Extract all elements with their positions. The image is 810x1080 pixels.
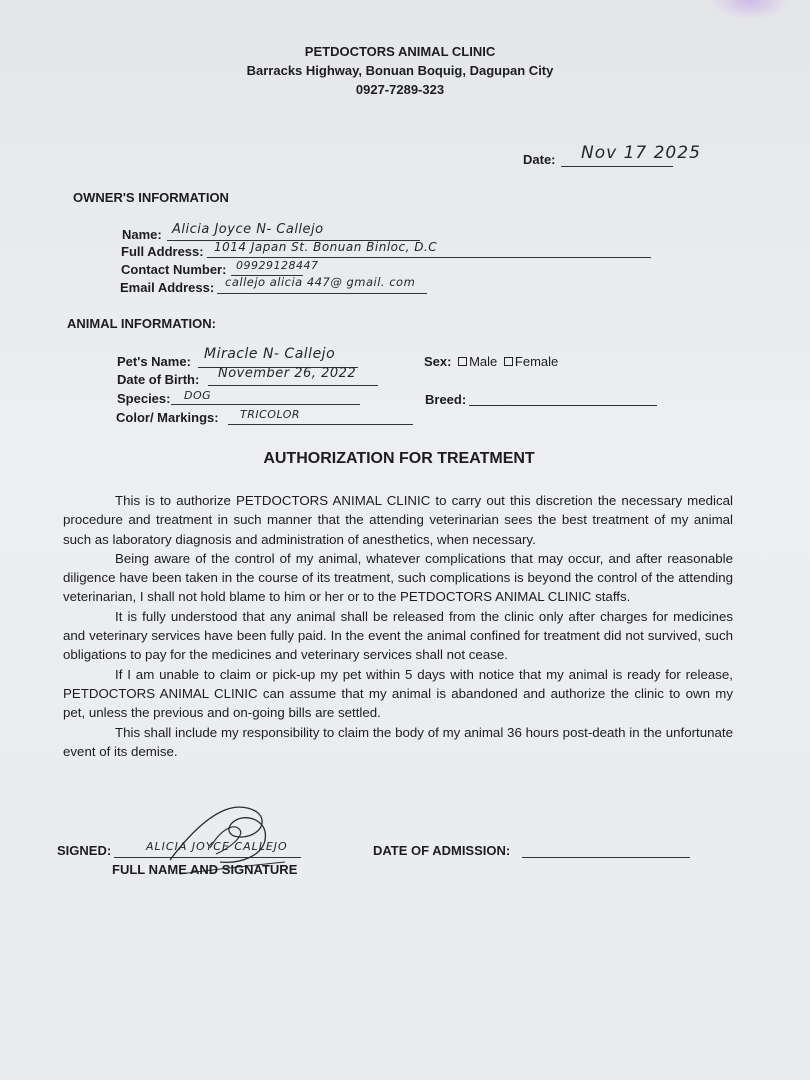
authorization-paragraph: This shall include my responsibility to claim the body of my animal 36 hours post-death in the unfortunate event of its demise. (63, 724, 733, 759)
dob-label: Date of Birth: (117, 372, 200, 387)
admission-label: DATE OF ADMISSION: (373, 843, 511, 858)
authorization-paragraph: It is fully understood that any animal shall be released from the clinic only after charges for medicines and veterinary services have been fully paid. In the event the animal confined for treatment did not survived, such obligations to pay for the medicines and veterinary services shall not cease. (63, 608, 733, 663)
authorization-paragraph: Being aware of the control of my animal, whatever complications that may occur, and after reasonable diligence have been taken in the course of its treatment, such complications is beyond the control of the attending veterinarian, I shall not hold blame to him or her or to the PETDOCTORS ANIMAL CLINIC staffs. (63, 550, 733, 605)
owner-section-title: OWNER'S INFORMATION (73, 190, 229, 205)
authorization-title: AUTHORIZATION FOR TREATMENT (263, 450, 535, 467)
owner-email-line (217, 293, 427, 294)
date-line (561, 166, 673, 167)
breed-line (469, 405, 657, 406)
pet-name-label: Pet's Name: (117, 354, 191, 369)
sex-male-checkbox[interactable] (458, 357, 467, 366)
pet-name-value: Miracle N- Callejo (204, 346, 336, 362)
color-line (228, 424, 413, 425)
owner-address-value: 1014 Japan St. Bonuan Binloc, D.C (214, 240, 438, 254)
signature-caption: FULL NAME AND SIGNATURE (112, 862, 298, 877)
owner-address-label: Full Address: (121, 244, 204, 259)
species-line (171, 404, 360, 405)
clinic-name: PETDOCTORS ANIMAL CLINIC (304, 44, 496, 59)
color-label: Color/ Markings: (116, 410, 219, 425)
species-label: Species: (117, 391, 171, 406)
owner-email-label: Email Address: (120, 280, 215, 295)
admission-line (522, 857, 690, 858)
authorization-paragraph: This is to authorize PETDOCTORS ANIMAL CLINIC to carry out this discretion the necessary medical procedure and treatment in such manner that the attending veterinarian sees the best treatment of my animal such as laboratory diagnosis and administration of anesthetics, when necessary. (63, 493, 733, 547)
dob-line (208, 385, 378, 386)
sex-field (424, 354, 558, 369)
owner-contact-value: 09929128447 (236, 259, 319, 272)
signed-name-value: ALICIA JOYCE CALLEJO (146, 840, 288, 853)
top-right-light-glare (710, 0, 790, 20)
owner-contact-label: Contact Number: (121, 262, 227, 277)
authorization-paragraph: If I am unable to claim or pick-up my pet within 5 days with notice that my animal is ready for release, PETDOCTORS ANIMAL CLINIC can assume that my animal is abandoned and authorize the clinic to own my pet, unless the previous and on-going bills are settled. (63, 666, 733, 721)
date-label: Date: (523, 152, 556, 167)
date-value: Nov 17 2025 (581, 143, 701, 163)
species-value: DOG (184, 389, 212, 402)
sex-female-label: Female (514, 354, 559, 369)
signed-label: SIGNED: (57, 843, 112, 858)
breed-label: Breed: (425, 392, 467, 407)
owner-email-value: callejo alicia 447@ gmail. com (225, 275, 416, 289)
authorization-body (63, 491, 733, 761)
clinic-address: Barracks Highway, Bonuan Boquig, Dagupan City (246, 63, 554, 78)
sex-label: Sex: (424, 354, 452, 369)
owner-address-line (207, 257, 651, 258)
dob-value: November 26, 2022 (218, 366, 357, 381)
animal-section-title: ANIMAL INFORMATION: (67, 316, 216, 331)
owner-name-value: Alicia Joyce N- Callejo (172, 222, 324, 237)
sex-male-label: Male (469, 354, 498, 369)
owner-name-label: Name: (122, 227, 162, 242)
clinic-phone: 0927-7289-323 (355, 82, 445, 97)
sex-female-checkbox[interactable] (504, 357, 513, 366)
color-value: TRICOLOR (240, 408, 301, 421)
